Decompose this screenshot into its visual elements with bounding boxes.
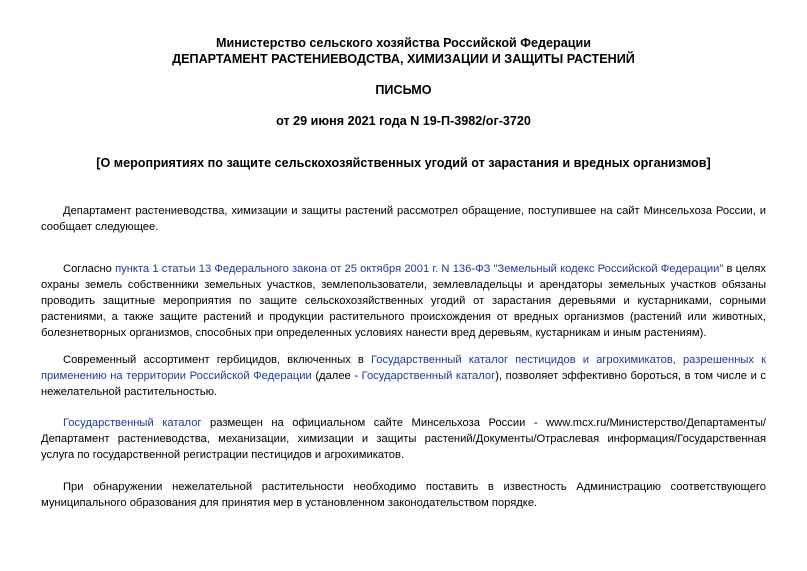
paragraph-catalog-location: [41, 415, 766, 463]
paragraph-text: в целях охраны земель собственники земельных участков, землепользователи, землевладельцы и арендаторы земельных участков обязаны проводить защитные мероприятия по защите сельскохозяйственных угодий от зарастания деревьями и кустарниками, сорными растениями, а также защите растений и продукции растительного происхождения от вредных организмов (растений или животных, болезнетворных организмов, способных при определенных условиях нанести вред деревьям, кустарникам и иным растениям).: [41, 263, 766, 339]
ministry-title: Министерство сельского хозяйства Российской Федерации: [216, 36, 591, 50]
paragraph-text: размещен на официальном сайте Минсельхоза России - www.mcx.ru/Министерство/Департаменты/Департамент растениеводства, механизации, химизации и защиты растений/Документы/Отраслевая информация/Государственная услуга по государственной регистрации пестицидов и агрохимикатов.: [41, 417, 766, 461]
department-title: ДЕПАРТАМЕНТ РАСТЕНИЕВОДСТВА, ХИМИЗАЦИИ И ЗАЩИТЫ РАСТЕНИЙ: [172, 52, 635, 66]
paragraph-notify-administration: При обнаружении нежелательной растительности необходимо поставить в известность Администрацию соответствующего муниципального образования для принятия мер в установленном законодательством порядке.: [41, 481, 766, 509]
paragraph-intro: Департамент растениеводства, химизации и защиты растений рассмотрел обращение, поступившее на сайт Минсельхоза России, и сообщает следующее.: [41, 205, 766, 233]
paragraph-text: Современный ассортимент гербицидов, включенных в: [63, 354, 371, 366]
state-catalog-short-link[interactable]: Государственный каталог: [361, 370, 496, 382]
paragraph-herbicides: [41, 352, 766, 400]
state-catalog-full-link[interactable]: Государственный каталог пестицидов и агрохимикатов, разрешенных к применению на территории Российской Федерации: [41, 354, 766, 382]
document-date-number: от 29 июня 2021 года N 19-П-3982/ог-3720: [276, 114, 531, 128]
paragraph-text: (далее -: [311, 370, 362, 382]
paragraph-land-code: [41, 261, 766, 341]
document-subject: [О мероприятиях по защите сельскохозяйственных угодий от зарастания и вредных организмов]: [96, 156, 711, 170]
land-code-link[interactable]: пункта 1 статьи 13 Федерального закона от 25 октября 2001 г. N 136-ФЗ "Земельный кодекс Российской Федерации": [115, 263, 724, 275]
state-catalog-link[interactable]: Государственный каталог: [63, 417, 202, 429]
paragraph-text: ), позволяет эффективно бороться, в том числе и с нежелательной растительностью.: [41, 370, 767, 398]
paragraph-text: Согласно: [63, 263, 116, 275]
document-type: ПИСЬМО: [375, 83, 432, 97]
